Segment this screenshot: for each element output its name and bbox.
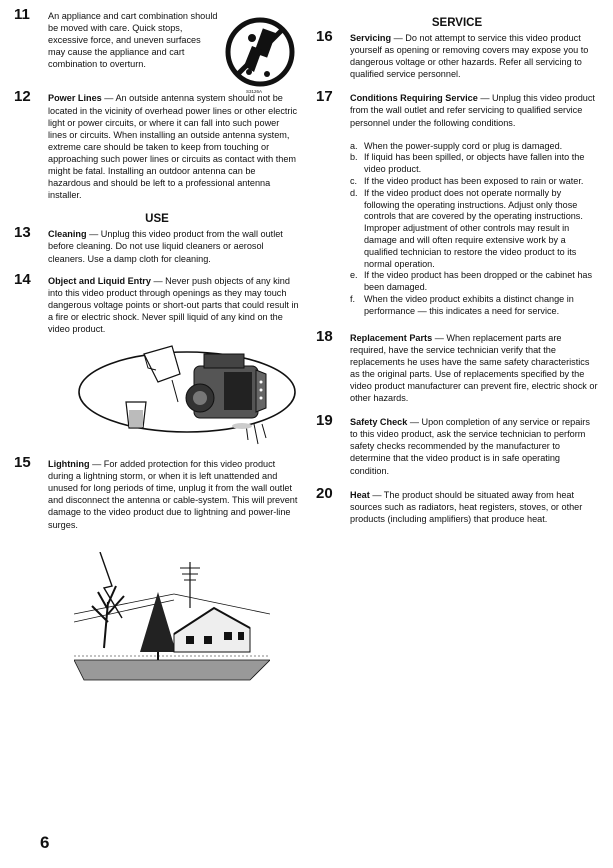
right-column (316, 10, 598, 525)
item-number: 14 (14, 270, 31, 288)
item-number: 19 (316, 412, 333, 430)
item-number: 11 (14, 6, 30, 23)
item-lead: Heat (350, 489, 370, 500)
item-text: — For added protection for this video product during a lightning storm, or when it is left unattended and unused for long periods of time, unplug it from the wall outlet and disconnect the antenna or cable-system. This will prevent damage to the video product due to lightning and power-line surges. (48, 459, 298, 530)
item-number: 16 (316, 28, 333, 45)
item-lead: Cleaning (48, 229, 87, 240)
list-item (350, 176, 598, 188)
conditions-list (350, 141, 598, 318)
list-item (350, 141, 598, 153)
list-letter: f. (350, 294, 356, 305)
item-number: 18 (316, 327, 333, 345)
item-number: 20 (316, 484, 333, 502)
item-lead: Object and Liquid Entry (48, 275, 151, 286)
list-item (350, 270, 598, 294)
item-number: 13 (14, 224, 31, 242)
page-number: 6 (40, 833, 50, 852)
liquid-spill-illustration (76, 340, 298, 452)
figure-code: S3126A (246, 89, 263, 94)
use-heading: USE (145, 213, 169, 226)
item-number: 17 (316, 88, 333, 106)
list-text: If the video product has been exposed to rain or water. (364, 176, 584, 187)
item-16 (316, 28, 598, 80)
list-item (350, 188, 598, 271)
list-text: If the video product has been dropped or the cabinet has been damaged. (364, 270, 593, 293)
item-lead: Power Lines (48, 93, 102, 104)
list-text: If the video product does not operate normally by following the operating instructions. Adjust only those controls that are covered by the operating instructions. Improper adjustment of other controls may result in damage and will often require extensive work by a qualified technician to restore the video product to its normal operation. (364, 187, 583, 269)
item-20 (316, 484, 598, 525)
item-lead: Safety Check (350, 417, 408, 428)
item-lead: Servicing (350, 33, 392, 43)
item-18 (316, 327, 598, 405)
item-text: — Upon completion of any service or repairs to this video product, ask the service technician to perform safety checks recommended by the manufacturer to determine that the video product is in safe operating condition. (350, 417, 590, 476)
list-text: When the video product exhibits a distinct change in performance — this indicates a need for service. (364, 294, 574, 316)
list-letter: b. (350, 152, 358, 163)
item-19 (316, 412, 598, 476)
item-13 (14, 224, 300, 264)
item-text: — The product should be situated away from heat sources such as radiators, heat registers, stoves, or other products (including amplifiers) that produce heat. (350, 489, 583, 524)
item-14 (14, 270, 300, 335)
item-lead: Replacement Parts (350, 332, 433, 343)
item-text: — Never push objects of any kind into this video product through openings as they may touch dangerous voltage points or short-out parts that could result in a fire or electric shock. Never spill liquid of any kind on the video product. (48, 275, 299, 334)
list-text: When the power-supply cord or plug is damaged. (364, 140, 563, 151)
list-letter: d. (350, 187, 358, 198)
list-text: If liquid has been spilled, or objects have fallen into the video product. (364, 152, 585, 175)
item-number: 15 (14, 454, 31, 472)
item-text: — An outside antenna system should not be located in the vicinity of overhead power lines or other electric light or power circuits, or where it can fall into such power lines or circuits. When installing an outside antenna system, extreme care should be taken to keep from touching or approaching such power lines or circuits as contact with them might be fatal. Installing an outdoor antenna can be hazardous and should be left to a professional antenna installer. (48, 93, 298, 201)
item-text: — Do not attempt to service this video product yourself as opening or removing covers may expose you to dangerous voltage or other hazards. Refer all servicing to qualified service personnel. (350, 33, 589, 80)
list-letter: c. (350, 176, 358, 187)
list-item (350, 152, 598, 176)
list-item (350, 294, 598, 318)
item-text: An appliance and cart combination should be moved with care. Quick stops, excessive force, and uneven surfaces may cause the appliance and cart combination to overturn. (48, 11, 218, 70)
service-heading: SERVICE (431, 17, 483, 29)
item-text: — When replacement parts are required, have the service technician verify that the replacements he uses have the same safety characteristics as the original parts. Use of replacements specified by the video product manufacturer can prevent fire, electric shock or other hazards. (350, 332, 598, 404)
lightning-house-illustration (74, 552, 270, 684)
item-number: 12 (14, 88, 31, 106)
item-15 (14, 454, 300, 531)
item-17 (316, 88, 598, 317)
list-letter: a. (350, 140, 358, 151)
list-letter: e. (350, 270, 358, 281)
item-lead: Lightning (48, 459, 90, 470)
item-text: — Unplug this video product from the wall outlet and refer servicing to qualified service personnel under the following conditions. (350, 93, 595, 128)
item-text: — Unplug this video product from the wall outlet before cleaning. Do not use liquid cleaners or aerosol cleaners. Use a damp cloth for cleaning. (48, 229, 283, 264)
cart-overturn-illustration (222, 16, 298, 96)
item-lead: Conditions Requiring Service (350, 93, 478, 104)
